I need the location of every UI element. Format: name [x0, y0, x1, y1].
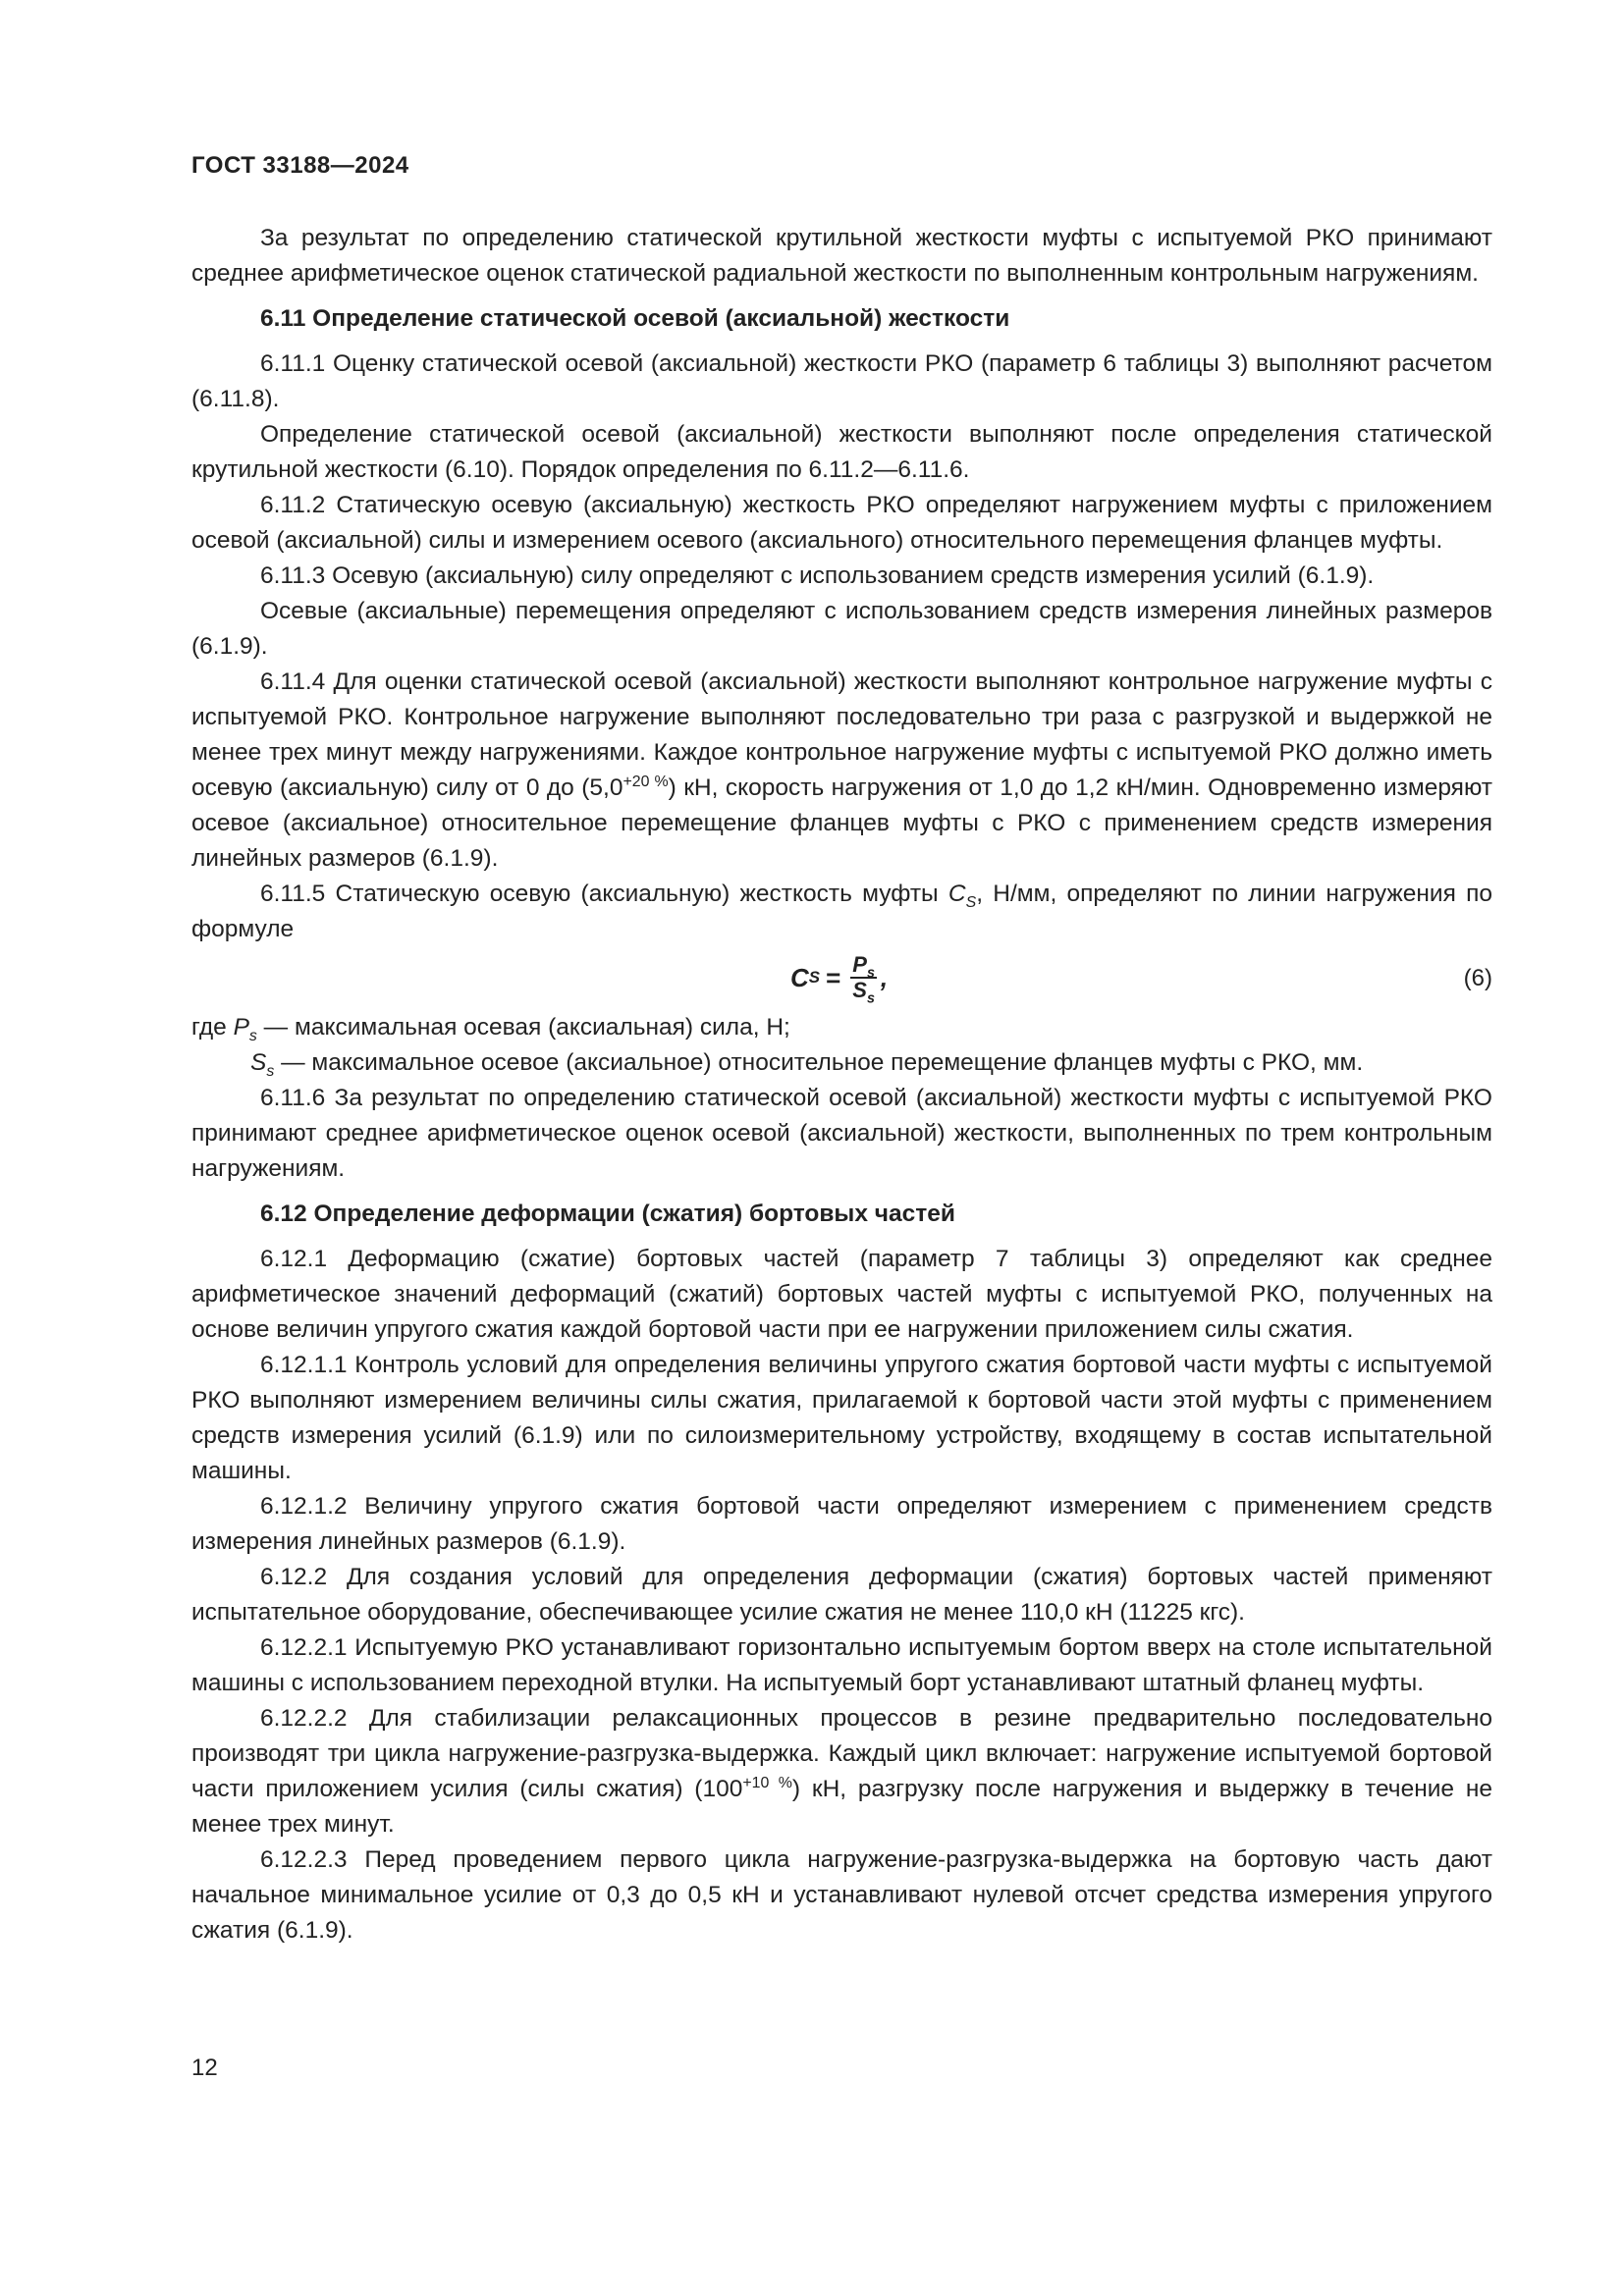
paragraph-6-11-1: 6.11.1 Оценку статической осевой (аксиальной) жесткости РКО (параметр 6 таблицы 3) выполняют расчетом (6.11.8). [191, 350, 1492, 412]
page-number: 12 [191, 2055, 218, 2081]
section-heading-6-12: 6.12 Определение деформации (сжатия) бортовых частей [260, 1201, 955, 1227]
where-definition-ss: $S_s$ — максимальное осевое (аксиальное) относительное перемещение фланцев муфты с РКО, мм. [250, 1049, 1364, 1080]
paragraph-6-11-2: 6.11.2 Статическую осевую (аксиальную) жесткость РКО определяют нагружением муфты с приложением осевой (аксиальной) силы и измерением осевого (аксиального) относительного перемещения фланцев муфты. [191, 492, 1492, 554]
section-heading-6-11: 6.11 Определение статической осевой (аксиальной) жесткости [260, 305, 1010, 332]
formula-6: C S = $\frac{P_s}{S_s}$ , [790, 952, 889, 1007]
where-definition-ps: где $P_s$ — максимальная осевая (аксиальная) сила, Н; [191, 1014, 790, 1044]
paragraph-6-11-6: 6.11.6 За результат по определению статической осевой (аксиальной) жесткости муфты с испытуемой РКО принимают среднее арифметическое оценок осевой (аксиальной) жесткости, выполненных по трем контрольным нагружениям. [191, 1085, 1492, 1182]
paragraph-6-12-1: 6.12.1 Деформацию (сжатие) бортовых частей (параметр 7 таблицы 3) определяют как среднее арифметическое значений деформаций (сжатий) бортовых частей муфты с испытуемой РКО, полученных на основе величин упругого сжатия каждой бортовой части при ее нагружении приложением силы сжатия. [191, 1246, 1492, 1343]
paragraph-6-11-5: 6.11.5 Статическую осевую (аксиальную) жесткость муфты $C_S$, Н/мм, определяют по линии нагружения по формуле [191, 881, 1492, 942]
document-page [191, 0, 1492, 2296]
fraction: $\frac{P_s}{S_s}$ [852, 952, 875, 1007]
paragraph-6-12-1-2: 6.12.1.2 Величину упругого сжатия бортовой части определяют измерением с применением средств измерения линейных размеров (6.1.9). [191, 1493, 1492, 1555]
paragraph-6-11-4: 6.11.4 Для оценки статической осевой (аксиальной) жесткости выполняют контрольное нагружение муфты с испытуемой РКО. Контрольное нагружение выполняют последовательно три раза с разгрузкой и выдержкой не менее трех минут между нагружениями. Каждое контрольное нагружение муфты с испытуемой РКО должно иметь осевую (аксиальную) силу от 0 до $(5,0^{+20 \%})$ кН, скорость нагружения от 1,0 до 1,2 кН/мин. Одновременно измеряют осевое (аксиальное) относительное перемещение фланцев муфты с РКО с применением средств измерения линейных размеров (6.1.9). [191, 668, 1493, 872]
body-text [191, 221, 1492, 1949]
formula-row [191, 947, 1492, 1010]
paragraph: За результат по определению статической крутильной жесткости муфты с испытуемой РКО принимают среднее арифметическое оценок статической радиальной жесткости по выполненным контрольным нагружениям. [191, 225, 1492, 287]
equation-number: (6) [1463, 965, 1492, 991]
paragraph: Определение статической осевой (аксиальной) жесткости выполняют после определения статической крутильной жесткости (6.10). Порядок определения по 6.11.2—6.11.6. [191, 421, 1492, 483]
paragraph-6-12-2-2: 6.12.2.2 Для стабилизации релаксационных процессов в резине предварительно последовательно производят три цикла нагружение-разгрузка-выдержка. Каждый цикл включает: нагружение испытуемой бортовой части приложением усилия (силы сжатия) $(100^{+10 \%})$ кН, разгрузку после нагружения и выдержку в течение не менее трех минут. [191, 1705, 1493, 1838]
paragraph-6-11-3: 6.11.3 Осевую (аксиальную) силу определяют с использованием средств измерения усилий (6.1.9). [260, 562, 1375, 589]
paragraph-6-12-1-1: 6.12.1.1 Контроль условий для определения величины упругого сжатия бортовой части муфты с испытуемой РКО выполняют измерением величины силы сжатия, прилагаемой к бортовой части этой муфты с применением средств измерения усилий (6.1.9) или по силоизмерительному устройству, входящему в состав испытательной машины. [191, 1352, 1492, 1484]
paragraph-6-12-2-1: 6.12.2.1 Испытуемую РКО устанавливают горизонтально испытуемым бортом вверх на столе испытательной машины с использованием переходной втулки. На испытуемый борт устанавливают штатный фланец муфты. [191, 1634, 1492, 1696]
standard-header: ГОСТ 33188—2024 [191, 152, 409, 179]
paragraph-6-12-2-3: 6.12.2.3 Перед проведением первого цикла нагружение-разгрузка-выдержка на бортовую часть дают начальное минимальное усилие от 0,3 до 0,5 кН и устанавливают нулевой отсчет средства измерения упругого сжатия (6.1.9). [191, 1846, 1492, 1944]
paragraph-6-12-2: 6.12.2 Для создания условий для определения деформации (сжатия) бортовых частей применяют испытательное оборудование, обеспечивающее усилие сжатия не менее 110,0 кН (11225 кгс). [191, 1564, 1492, 1626]
paragraph: Осевые (аксиальные) перемещения определяют с использованием средств измерения линейных размеров (6.1.9). [191, 598, 1492, 660]
